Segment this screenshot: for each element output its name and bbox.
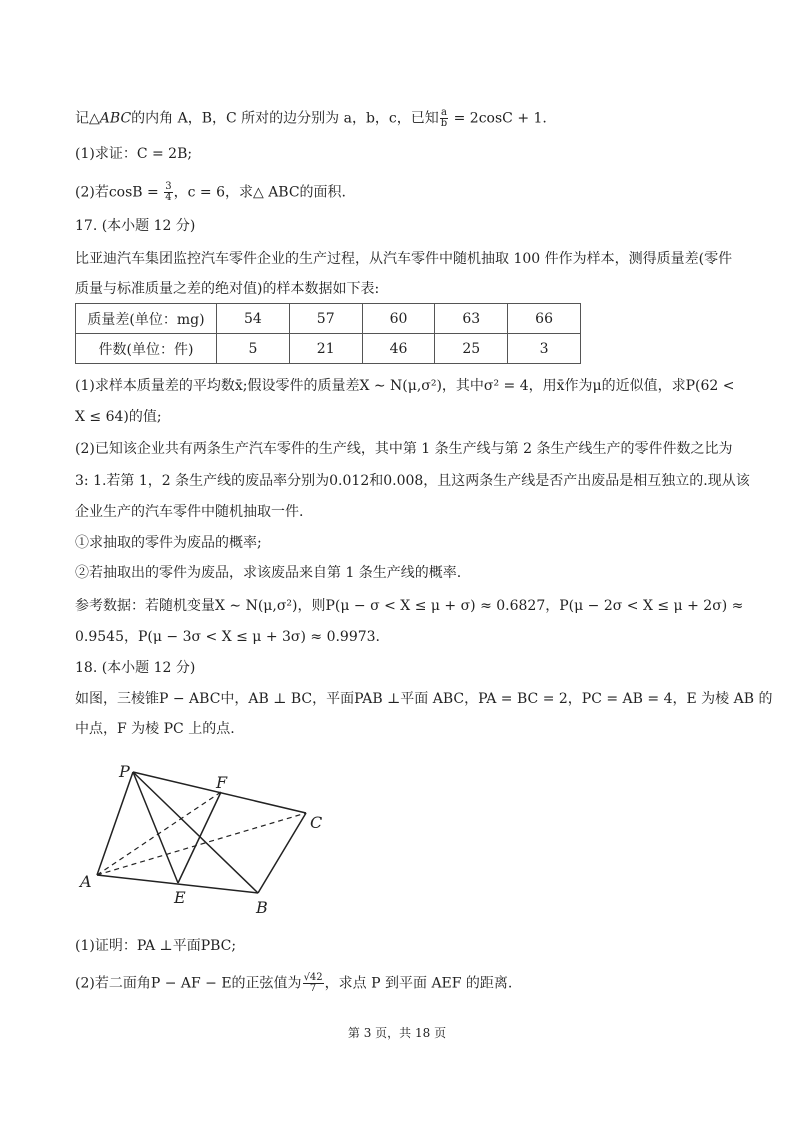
table-header-cell: 件数(单位：件) <box>76 334 217 364</box>
text-segment: ，c = 6，求△ ABC的面积. <box>173 184 347 201</box>
vertex-label-F: F <box>216 773 228 792</box>
vertex-label-C: C <box>310 813 323 832</box>
table-cell: 66 <box>508 304 581 334</box>
text-segment: (2)若cosB = <box>75 184 164 201</box>
table-cell: 21 <box>289 334 362 364</box>
fraction-denominator: 4 <box>165 192 172 203</box>
table-cell: 25 <box>435 334 508 364</box>
edge-PE <box>133 772 178 883</box>
problem18-statement: 如图，三棱锥P − ABC中，AB ⊥ BC，平面PAB ⊥平面 ABC，PA = BC = 2，PC = AB = 4，E 为棱 AB 的 <box>75 691 773 707</box>
fraction-numerator: √42 <box>303 972 323 983</box>
problem17-part2-cont: 3: 1.若第 1，2 条生产线的废品率分别为0.012和0.008，且这两条生产线是否产出废品是相互独立的.现从该 <box>75 473 750 489</box>
text-segment: 记△ <box>75 110 100 127</box>
table-cell: 54 <box>217 304 290 334</box>
table-row <box>76 304 581 334</box>
problem17-subpart2: ②若抽取出的零件为废品，求该废品来自第 1 条生产线的概率. <box>75 565 462 581</box>
table-cell: 57 <box>289 304 362 334</box>
edge-PA <box>97 772 133 875</box>
problem18-part1: (1)证明：PA ⊥平面PBC; <box>75 938 237 954</box>
table-header-cell: 质量差(单位：mg) <box>76 304 217 334</box>
page-footer: 第 3 页，共 18 页 <box>347 1026 447 1040</box>
problem17-part2: (2)已知该企业共有两条生产汽车零件的生产线，其中第 1 条生产线与第 2 条生产线生产的零件件数之比为 <box>75 441 733 457</box>
sample-data-table <box>75 303 581 364</box>
fraction-numerator: a <box>440 107 447 118</box>
problem17-heading: 17. (本小题 12 分) <box>75 218 196 234</box>
text-segment: ，求点 P 到平面 AEF 的距离. <box>324 975 513 992</box>
reference-data: 参考数据：若随机变量X ∼ N(μ,σ²)，则P(μ − σ < X ≤ μ + σ) ≈ 0.6827，P(μ − 2σ < X ≤ μ + 2σ) ≈ <box>75 598 744 614</box>
text-segment: (2)若二面角P − AF − E的正弦值为 <box>75 975 302 992</box>
vertex-label-E: E <box>174 888 186 907</box>
problem18-part2 <box>75 973 512 994</box>
tetrahedron-figure <box>70 755 340 915</box>
problem16-part1: (1)求证：C = 2B; <box>75 146 193 162</box>
edge-EF <box>178 792 221 883</box>
table-cell: 63 <box>435 304 508 334</box>
table-cell: 3 <box>508 334 581 364</box>
fraction <box>164 182 172 203</box>
vertex-label-P: P <box>119 762 130 781</box>
vertex-label-B: B <box>256 898 268 915</box>
problem16-part2 <box>75 182 346 203</box>
table-cell: 60 <box>362 304 435 334</box>
table-cell: 5 <box>217 334 290 364</box>
edge-AF <box>97 792 221 875</box>
problem17-statement: 比亚迪汽车集团监控汽车零件企业的生产过程，从汽车零件中随机抽取 100 件作为样本，测得质量差(零件 <box>75 251 733 267</box>
text-segment: 的内角 A，B，C 所对的边分别为 a，b，c，已知 <box>131 110 439 127</box>
table-row <box>76 334 581 364</box>
problem17-subpart1: ①求抽取的零件为废品的概率; <box>75 535 262 551</box>
text-segment: = 2cosC + 1. <box>449 110 547 127</box>
fraction-numerator: 3 <box>165 181 172 192</box>
table-cell: 46 <box>362 334 435 364</box>
fraction <box>303 973 324 994</box>
fraction <box>440 108 448 129</box>
problem17-part1: (1)求样本质量差的平均数x̄;假设零件的质量差X ∼ N(μ,σ²)，其中σ² = 4，用x̄作为μ的近似值，求P(62 < <box>75 378 735 394</box>
fraction-denominator: b <box>440 118 448 129</box>
problem16-statement <box>75 108 547 129</box>
problem18-heading: 18. (本小题 12 分) <box>75 660 196 676</box>
reference-data-cont: 0.9545，P(μ − 3σ < X ≤ μ + 3σ) ≈ 0.9973. <box>75 629 381 645</box>
problem17-part2-cont: 企业生产的汽车零件中随机抽取一件. <box>75 504 304 520</box>
problem18-statement-cont: 中点，F 为棱 PC 上的点. <box>75 721 235 737</box>
text-segment: ABC <box>99 110 132 127</box>
problem17-part1-cont: X ≤ 64)的值; <box>75 409 162 425</box>
problem17-statement-cont: 质量与标准质量之差的绝对值)的样本数据如下表: <box>75 281 380 297</box>
vertex-label-A: A <box>80 872 92 891</box>
fraction-denominator: 7 <box>309 983 317 994</box>
